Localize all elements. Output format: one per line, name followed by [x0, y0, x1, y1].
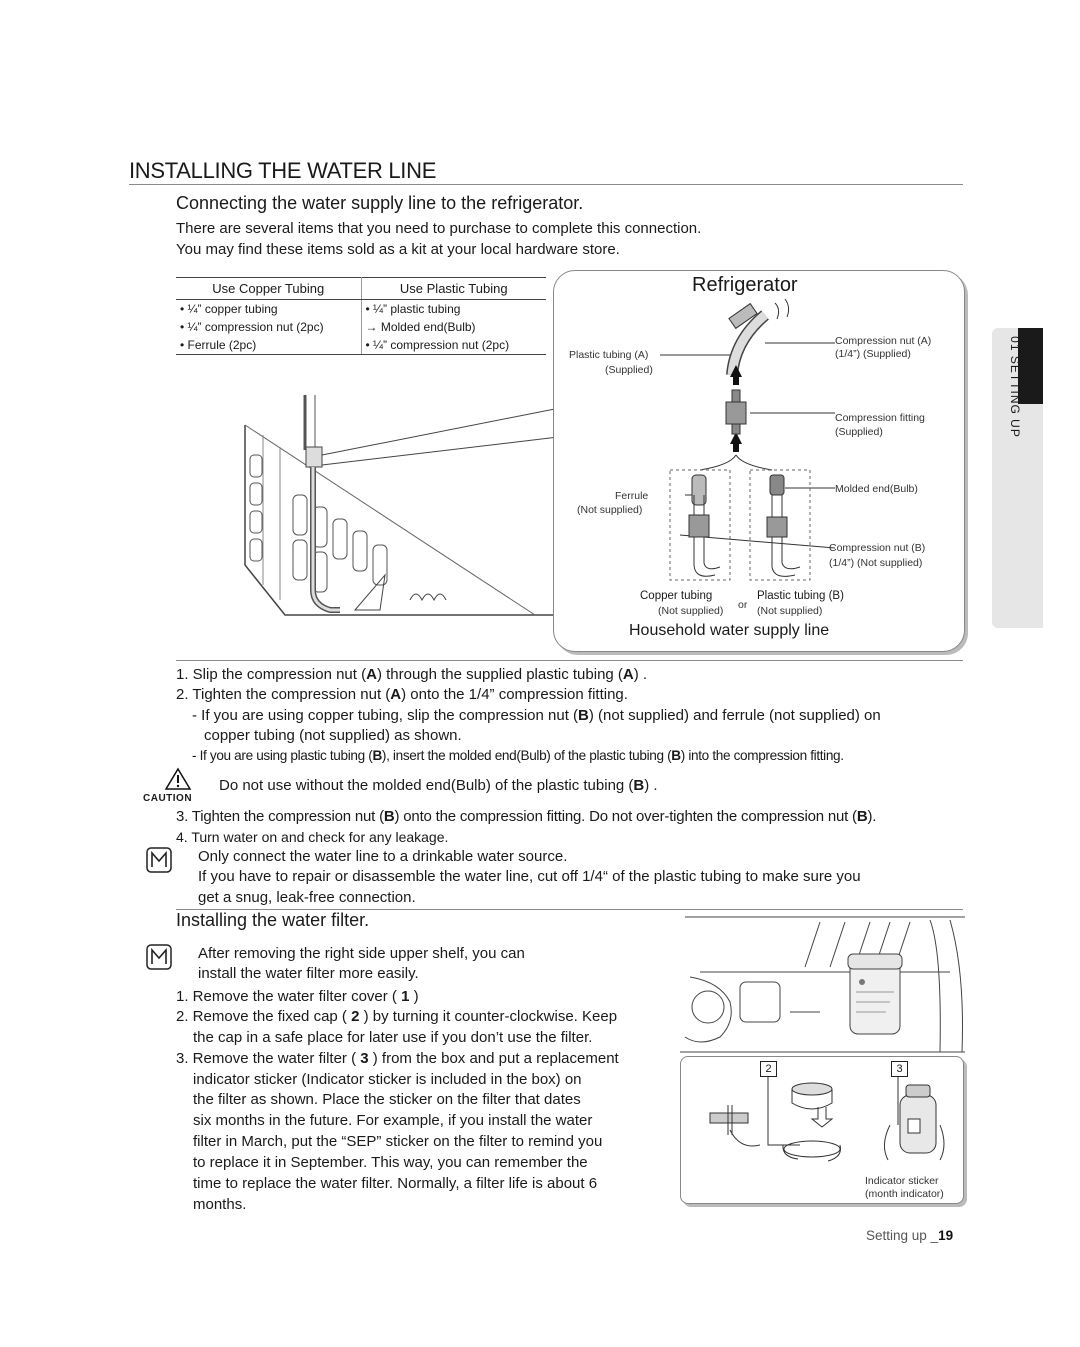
label-plastic-tubing-b: Plastic tubing (B) — [757, 590, 844, 602]
step-text: ) — [409, 988, 419, 1005]
label-molded-end: Molded end(Bulb) — [835, 483, 918, 495]
note-line-3: get a snug, leak-free connection. — [198, 889, 416, 906]
filter-housing-illustration — [680, 912, 970, 1057]
caution-label: CAUTION — [143, 793, 193, 804]
filter-step-3-line: to replace it in September. This way, you can remember the — [193, 1154, 588, 1171]
section-heading-connecting: Connecting the water supply line to the refrigerator. — [176, 193, 584, 213]
note-line-2: If you have to repair or disassemble the water line, cut off 1/4“ of the plastic tubing to make sure you — [198, 868, 861, 885]
label-plastic-tubing-a-sub: (Supplied) — [605, 364, 653, 376]
step-text: ) through the supplied plastic tubing ( — [376, 666, 623, 683]
filter-steps-drawing — [690, 1075, 960, 1175]
label-compression-fitting: Compression fitting — [835, 412, 925, 424]
footer-label: Setting up _ — [866, 1228, 939, 1243]
label-plastic-tubing-b-sub: (Not supplied) — [757, 605, 823, 617]
step-2a — [192, 707, 881, 724]
table-cell: → Molded end(Bulb) — [365, 320, 476, 334]
step-text: 1. Remove the water filter cover ( — [176, 988, 402, 1005]
diagram-title: Refrigerator — [692, 274, 798, 296]
filter-step-3-line: the filter as shown. Place the sticker on the filter that dates — [193, 1091, 581, 1108]
note-line-1: Only connect the water line to a drinkable water source. — [198, 848, 568, 865]
filter-step-1 — [176, 988, 419, 1005]
title-rule — [129, 184, 963, 185]
step-bold: B — [671, 748, 681, 763]
step-text: 3. Tighten the compression nut ( — [176, 808, 384, 825]
label-indicator-sticker: Indicator sticker — [865, 1175, 939, 1187]
caution-triangle-icon — [164, 767, 192, 791]
step-text: ) by turning it counter-clockwise. Keep — [359, 1008, 618, 1025]
step-2 — [176, 686, 628, 703]
table-cell: • ¼” compression nut (2pc) — [176, 318, 361, 336]
label-copper-tubing: Copper tubing — [640, 590, 713, 602]
step-text: 2. Tighten the compression nut ( — [176, 686, 391, 703]
label-plastic-tubing-a: Plastic tubing (A) — [569, 349, 649, 361]
caution-text-part: ) . — [644, 777, 658, 794]
chapter-tab-label: 01 SETTING UP — [1008, 336, 1022, 438]
label-compression-nut-b-sub: (1/4”) (Not supplied) — [829, 557, 923, 569]
filter-step-3 — [176, 1050, 619, 1067]
step-bold: A — [366, 666, 377, 683]
step-bold: B — [856, 808, 868, 825]
filter-step-2 — [176, 1008, 617, 1025]
filter-step-3-line: time to replace the water filter. Normally, a filter life is about 6 — [193, 1175, 598, 1192]
filter-step-3-line: six months in the future. For example, if you install the water — [193, 1112, 593, 1129]
step-text: ) onto the compression fitting. Do not over-tighten the compression nut ( — [394, 808, 857, 825]
label-compression-fitting-sub: (Supplied) — [835, 426, 883, 438]
intro-line-1: There are several items that you need to purchase to complete this connection. — [176, 220, 702, 237]
refrigerator-back-illustration — [235, 395, 575, 620]
step-bold: B — [372, 748, 382, 763]
page-number: 19 — [938, 1228, 954, 1243]
page-footer — [866, 1228, 953, 1243]
step-text: ). — [867, 808, 877, 825]
table-cell: • Ferrule (2pc) — [176, 336, 361, 355]
label-or: or — [738, 599, 748, 611]
table-cell: • ¼” compression nut (2pc) — [361, 336, 546, 355]
step-text: 3. Remove the water filter ( — [176, 1050, 361, 1067]
caution-bold: B — [633, 777, 645, 794]
step-2a-cont: copper tubing (not supplied) as shown. — [204, 727, 462, 744]
page-title: INSTALLING THE WATER LINE — [129, 158, 437, 183]
section-heading-filter: Installing the water filter. — [176, 910, 370, 930]
note-icon — [146, 847, 172, 873]
step-text: ) from the box and put a replacement — [368, 1050, 619, 1067]
tubing-items-table — [176, 277, 546, 355]
step-bold: A — [622, 666, 634, 683]
step-bold: 2 — [351, 1008, 360, 1025]
table-cell: • ¼” copper tubing — [176, 300, 361, 319]
step-4: 4. Turn water on and check for any leakage. — [176, 829, 449, 845]
filter-step-3-line: filter in March, put the “SEP” sticker on the filter to remind you — [193, 1133, 603, 1150]
step-text: 1. Slip the compression nut ( — [176, 666, 367, 683]
label-indicator-sub: (month indicator) — [865, 1188, 944, 1200]
table-cell: • ¼” plastic tubing — [365, 302, 461, 316]
filter-step-2-cont: the cap in a safe place for later use if you don’t use the filter. — [193, 1029, 593, 1046]
step-bold: 3 — [360, 1050, 369, 1067]
section-rule — [176, 660, 963, 661]
step-text: - If you are using plastic tubing ( — [192, 748, 373, 763]
callout-2: 2 — [760, 1061, 777, 1077]
caution-text — [219, 777, 658, 794]
filter-note-1: After removing the right side upper shelf, you can — [198, 945, 525, 962]
table-header-plastic: Use Plastic Tubing — [361, 278, 546, 300]
step-text: ), insert the molded end(Bulb) of the plastic tubing ( — [381, 748, 672, 763]
step-bold: 1 — [401, 988, 410, 1005]
step-text: - If you are using copper tubing, slip the compression nut ( — [192, 707, 579, 724]
callout-3: 3 — [891, 1061, 908, 1077]
label-ferrule-sub: (Not supplied) — [577, 504, 643, 516]
label-compression-nut-a: Compression nut (A) — [835, 335, 932, 347]
filter-note-2: install the water filter more easily. — [198, 965, 419, 982]
step-bold: B — [383, 808, 395, 825]
label-ferrule: Ferrule — [615, 490, 649, 502]
label-compression-nut-a-sub: (1/4”) (Supplied) — [835, 348, 911, 360]
step-text: 2. Remove the fixed cap ( — [176, 1008, 352, 1025]
table-header-copper: Use Copper Tubing — [176, 278, 361, 300]
filter-step-3-line: indicator sticker (Indicator sticker is included in the box) on — [193, 1071, 582, 1088]
filter-step-3-line: months. — [193, 1196, 247, 1213]
caution-text-part: Do not use without the molded end(Bulb) of the plastic tubing ( — [219, 777, 634, 794]
step-2b — [192, 748, 844, 763]
note-icon — [146, 944, 172, 970]
label-copper-tubing-sub: (Not supplied) — [658, 605, 724, 617]
step-3 — [176, 808, 876, 825]
step-text: ) onto the 1/4” compression fitting. — [401, 686, 628, 703]
step-bold: A — [390, 686, 402, 703]
step-text: ) into the compression fitting. — [680, 748, 844, 763]
step-text: ) (not supplied) and ferrule (not supplied) on — [588, 707, 881, 724]
step-bold: B — [578, 707, 589, 724]
intro-line-2: You may find these items sold as a kit at your local hardware store. — [176, 241, 620, 258]
label-compression-nut-b: Compression nut (B) — [829, 542, 926, 554]
diagram-footer: Household water supply line — [629, 622, 830, 639]
step-1 — [176, 666, 647, 683]
step-text: ) . — [633, 666, 648, 683]
